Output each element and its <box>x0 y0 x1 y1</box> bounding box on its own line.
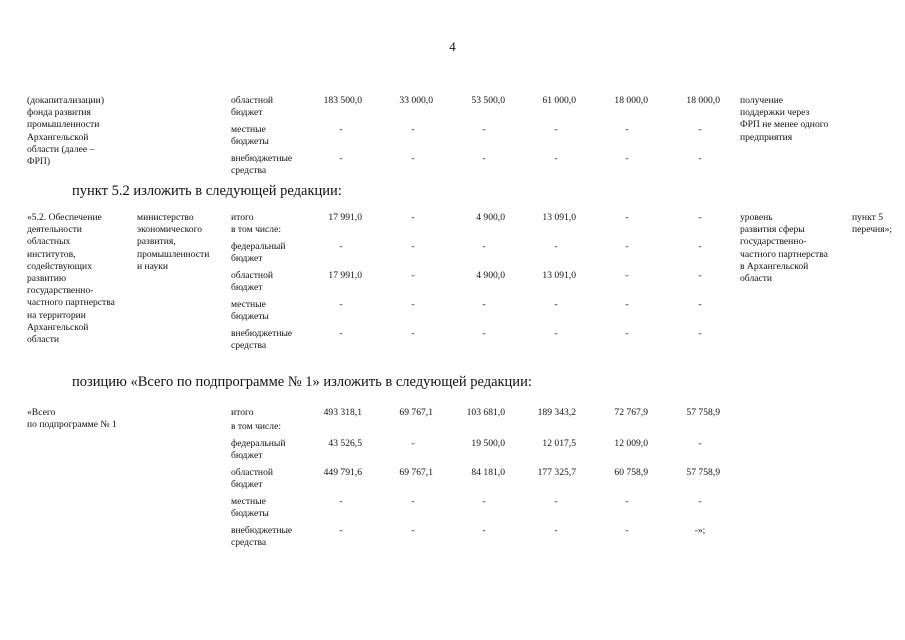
value-year-6: - <box>698 270 702 281</box>
value-year-5: - <box>625 299 629 310</box>
table-row <box>0 124 905 153</box>
funding-source: в том числе: <box>231 421 282 432</box>
value-year-6: - <box>698 438 702 449</box>
funding-source: внебюджетные средства <box>231 153 293 177</box>
value-year-4: 12 017,5 <box>542 438 576 449</box>
value-year-6: - <box>698 212 702 223</box>
value-year-5: 72 767,9 <box>614 407 648 418</box>
value-year-5: 18 000,0 <box>614 95 648 106</box>
value-year-2: - <box>411 212 415 223</box>
table-row <box>0 270 905 299</box>
value-year-2: 69 767,1 <box>399 407 433 418</box>
value-year-6: - <box>698 299 702 310</box>
value-year-1: - <box>339 241 343 252</box>
value-year-4: - <box>554 328 558 339</box>
table-row <box>0 241 905 270</box>
table-row <box>0 496 905 525</box>
value-year-1: - <box>339 496 343 507</box>
table-row <box>0 438 905 467</box>
value-year-4: 13 091,0 <box>542 270 576 281</box>
value-year-3: - <box>482 299 486 310</box>
value-year-3: 103 681,0 <box>466 407 505 418</box>
table-row <box>0 212 905 241</box>
heading-item-5-2: пункт 5.2 изложить в следующей редакции: <box>72 183 342 199</box>
value-year-1: - <box>339 525 343 536</box>
value-year-5: 12 009,0 <box>614 438 648 449</box>
value-year-6: - <box>698 496 702 507</box>
value-year-3: 19 500,0 <box>471 438 505 449</box>
funding-source: местные бюджеты <box>231 124 269 148</box>
table-row <box>0 525 905 554</box>
value-year-6: - <box>698 153 702 164</box>
table-row <box>0 299 905 328</box>
value-year-5: - <box>625 153 629 164</box>
value-year-5: - <box>625 525 629 536</box>
table-row <box>0 467 905 496</box>
table-row <box>0 153 905 182</box>
value-year-1: 43 526,5 <box>328 438 362 449</box>
value-year-4: 189 343,2 <box>537 407 576 418</box>
funding-source: федеральный бюджет <box>231 438 286 462</box>
value-year-4: - <box>554 153 558 164</box>
value-year-3: 4 900,0 <box>476 270 505 281</box>
value-year-3: 53 500,0 <box>471 95 505 106</box>
value-year-1: 17 991,0 <box>328 270 362 281</box>
value-year-1: 17 991,0 <box>328 212 362 223</box>
section2-responsible: министерство экономического развития, промышленности и науки <box>137 212 210 272</box>
value-year-6: 57 758,9 <box>686 407 720 418</box>
value-year-6: 57 758,9 <box>686 467 720 478</box>
value-year-1: 449 791,6 <box>323 467 362 478</box>
value-year-2: - <box>411 241 415 252</box>
funding-source: итого в том числе: <box>231 212 282 236</box>
funding-source: областной бюджет <box>231 270 274 294</box>
value-year-6: -»; <box>694 525 706 536</box>
value-year-3: - <box>482 525 486 536</box>
value-year-6: - <box>698 241 702 252</box>
value-year-4: - <box>554 299 558 310</box>
value-year-5: - <box>625 496 629 507</box>
value-year-3: - <box>482 153 486 164</box>
value-year-2: - <box>411 299 415 310</box>
funding-source: внебюджетные средства <box>231 525 293 549</box>
funding-source: итого <box>231 407 254 418</box>
section2-note: пункт 5 перечня»; <box>852 212 893 236</box>
section1-result: получение поддержки через ФРП не менее одного предприятия <box>740 95 829 143</box>
funding-source: внебюджетные средства <box>231 328 293 352</box>
value-year-4: 61 000,0 <box>542 95 576 106</box>
section2-description: «5.2. Обеспечение деятельности областных институтов, содействующих развитию государственно- частного партнерства на территории Архангельской области <box>27 212 115 346</box>
value-year-2: 33 000,0 <box>399 95 433 106</box>
page-number: 4 <box>449 39 456 54</box>
value-year-3: 84 181,0 <box>471 467 505 478</box>
value-year-4: - <box>554 496 558 507</box>
value-year-4: 13 091,0 <box>542 212 576 223</box>
value-year-3: - <box>482 241 486 252</box>
section2-result: уровень развития сферы государственно- частного партнерства в Архангельской области <box>740 212 828 285</box>
value-year-3: 4 900,0 <box>476 212 505 223</box>
value-year-3: - <box>482 328 486 339</box>
value-year-1: 183 500,0 <box>323 95 362 106</box>
value-year-2: - <box>411 438 415 449</box>
value-year-4: - <box>554 241 558 252</box>
value-year-3: - <box>482 124 486 135</box>
value-year-4: - <box>554 525 558 536</box>
value-year-2: - <box>411 153 415 164</box>
section1-description: (докапитализации) фонда развития промышленности Архангельской области (далее – ФРП) <box>27 95 105 168</box>
value-year-2: - <box>411 124 415 135</box>
value-year-2: - <box>411 328 415 339</box>
funding-source: федеральный бюджет <box>231 241 286 265</box>
table-row <box>0 328 905 357</box>
value-year-5: 60 758,9 <box>614 467 648 478</box>
value-year-1: - <box>339 124 343 135</box>
value-year-6: - <box>698 328 702 339</box>
value-year-1: 493 318,1 <box>323 407 362 418</box>
value-year-6: - <box>698 124 702 135</box>
value-year-2: - <box>411 525 415 536</box>
value-year-4: - <box>554 124 558 135</box>
value-year-3: - <box>482 496 486 507</box>
value-year-1: - <box>339 299 343 310</box>
funding-source: местные бюджеты <box>231 299 269 323</box>
value-year-1: - <box>339 328 343 339</box>
value-year-5: - <box>625 270 629 281</box>
value-year-5: - <box>625 328 629 339</box>
value-year-4: 177 325,7 <box>537 467 576 478</box>
value-year-2: - <box>411 496 415 507</box>
value-year-2: 69 767,1 <box>399 467 433 478</box>
value-year-6: 18 000,0 <box>686 95 720 106</box>
value-year-2: - <box>411 270 415 281</box>
value-year-5: - <box>625 124 629 135</box>
section3-description: «Всего по подпрограмме № 1 <box>27 407 117 431</box>
funding-source: областной бюджет <box>231 95 274 119</box>
value-year-1: - <box>339 153 343 164</box>
value-year-5: - <box>625 241 629 252</box>
heading-subprogram-total: позицию «Всего по подпрограмме № 1» изложить в следующей редакции: <box>72 374 532 390</box>
funding-source: областной бюджет <box>231 467 274 491</box>
funding-source: местные бюджеты <box>231 496 269 520</box>
value-year-5: - <box>625 212 629 223</box>
table-row <box>0 95 905 124</box>
